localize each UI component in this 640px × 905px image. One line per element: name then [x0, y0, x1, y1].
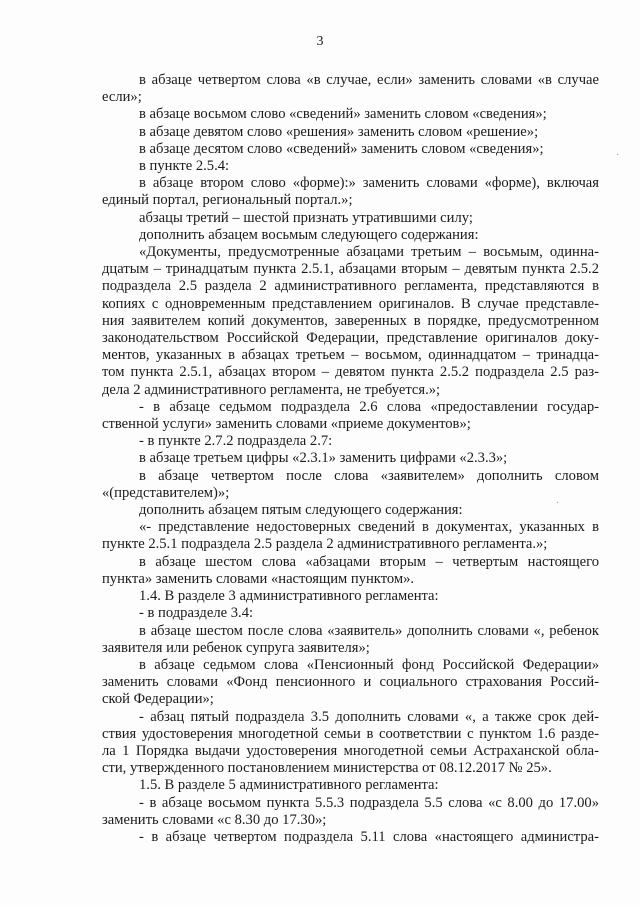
text-line: - в абзаце четвертом подраздела 5.11 слова «настоящего администра-	[139, 828, 599, 845]
text-line: 1.4. В разделе 3 административного регламента:	[139, 588, 439, 605]
text-line: в абзаце седьмом слова «Пенсионный фонд Российской Федерации»	[139, 656, 599, 673]
text-line: в абзаце третьем цифры «2.3.1» заменить цифрами «2.3.3»;	[139, 450, 508, 467]
text-line: ла 1 Порядка выдачи удостоверения многодетной семьи Астраханской обла-	[102, 742, 599, 759]
text-line: ментов, указанных в абзацах третьем – восьмом, одиннадцатом – тринадца-	[102, 347, 599, 364]
text-line: абзацы третий – шестой признать утратившими силу;	[139, 209, 473, 226]
text-line: в абзаце четвертом после слова «заявителем» дополнить словом	[139, 467, 599, 484]
text-line: единый портал, региональный портал.»;	[102, 192, 353, 209]
text-line: пункта» заменить словами «настоящим пунктом».	[102, 570, 415, 587]
text-line: «- представление недостоверных сведений в документах, указанных в	[139, 519, 599, 536]
text-line: «(представителем)»;	[102, 484, 230, 501]
text-line: дела 2 административного регламента, не требуется.»;	[102, 381, 441, 398]
text-line: - абзац пятый подраздела 3.5 дополнить словами «, а также срок дей-	[139, 708, 599, 725]
text-line: заменить словами «с 8.30 до 17.30»;	[102, 811, 327, 828]
text-line: - в абзаце седьмом подраздела 2.6 слова «предоставлении государ-	[139, 398, 599, 415]
text-line: дцатым – тринадцатым пункта 2.5.1, абзацами вторым – девятым пункта 2.5.2	[102, 261, 599, 278]
text-line: копиях с одновременным представлением оригиналов. В случае представле-	[102, 295, 599, 312]
text-line: в абзаце втором слово «форме):» заменить словами «форме), включая	[139, 175, 599, 192]
text-line: - в абзаце восьмом пункта 5.5.3 подраздела 5.5 слова «с 8.00 до 17.00»	[139, 794, 599, 811]
text-line: в абзаце шестом после слова «заявитель» дополнить словами «, ребенок	[139, 622, 599, 639]
text-line: сти, утвержденного постановлением министерства от 08.12.2017 № 25».	[102, 760, 552, 777]
scan-speck: ·	[616, 150, 620, 161]
text-line: дополнить абзацем пятым следующего содержания:	[139, 502, 463, 519]
text-line: в абзаце десятом слово «сведений» заменить словом «сведения»;	[139, 140, 544, 157]
text-line: дополнить абзацем восьмым следующего содержания:	[139, 226, 479, 243]
text-line: если»;	[102, 89, 142, 106]
text-line: в абзаце четвертом слова «в случае, если» заменить словами «в случае	[139, 72, 599, 88]
text-line: ния заявителем копий документов, заверенных в порядке, предусмотренном	[102, 312, 599, 329]
text-line: в пункте 2.5.4:	[139, 158, 230, 175]
text-line: законодательством Российской Федерации, представление оригиналов доку-	[102, 330, 599, 347]
text-line: - в пункте 2.7.2 подраздела 2.7:	[139, 433, 333, 450]
text-line: 1.5. В разделе 5 административного регламента:	[139, 777, 439, 794]
text-line: ственной услуги» заменить словами «приеме документов»;	[102, 416, 471, 433]
text-line: в абзаце девятом слово «решения» заменить словом «решение»;	[139, 123, 539, 140]
text-line: подраздела 2.5 раздела 2 административного регламента, представляются в	[102, 278, 599, 295]
text-line: - в подразделе 3.4:	[139, 605, 254, 622]
text-line: заменить словами «Фонд пенсионного и социального страхования Россий-	[102, 674, 599, 691]
text-line: ской Федерации»;	[102, 691, 214, 708]
text-line: пункте 2.5.1 подраздела 2.5 раздела 2 административного регламента.»;	[102, 536, 548, 553]
scan-speck: ·	[556, 498, 560, 509]
text-line: в абзаце шестом слова «абзацами вторым – четвертым настоящего	[139, 553, 599, 570]
document-body	[102, 72, 599, 846]
text-line: том пункта 2.5.1, абзацах втором – девятом пункта 2.5.2 подраздела 2.5 раз-	[102, 364, 599, 381]
text-line: ствия удостоверения многодетной семьи в соответствии с пунктом 1.6 разде-	[102, 725, 599, 742]
text-line: «Документы, предусмотренные абзацами третьим – восьмым, одинна-	[139, 244, 599, 261]
page-number: 3	[316, 34, 324, 49]
text-line: заявителя или ребенок супруга заявителя»;	[102, 639, 370, 656]
text-line: в абзаце восьмом слово «сведений» заменить словом «сведения»;	[139, 106, 547, 123]
